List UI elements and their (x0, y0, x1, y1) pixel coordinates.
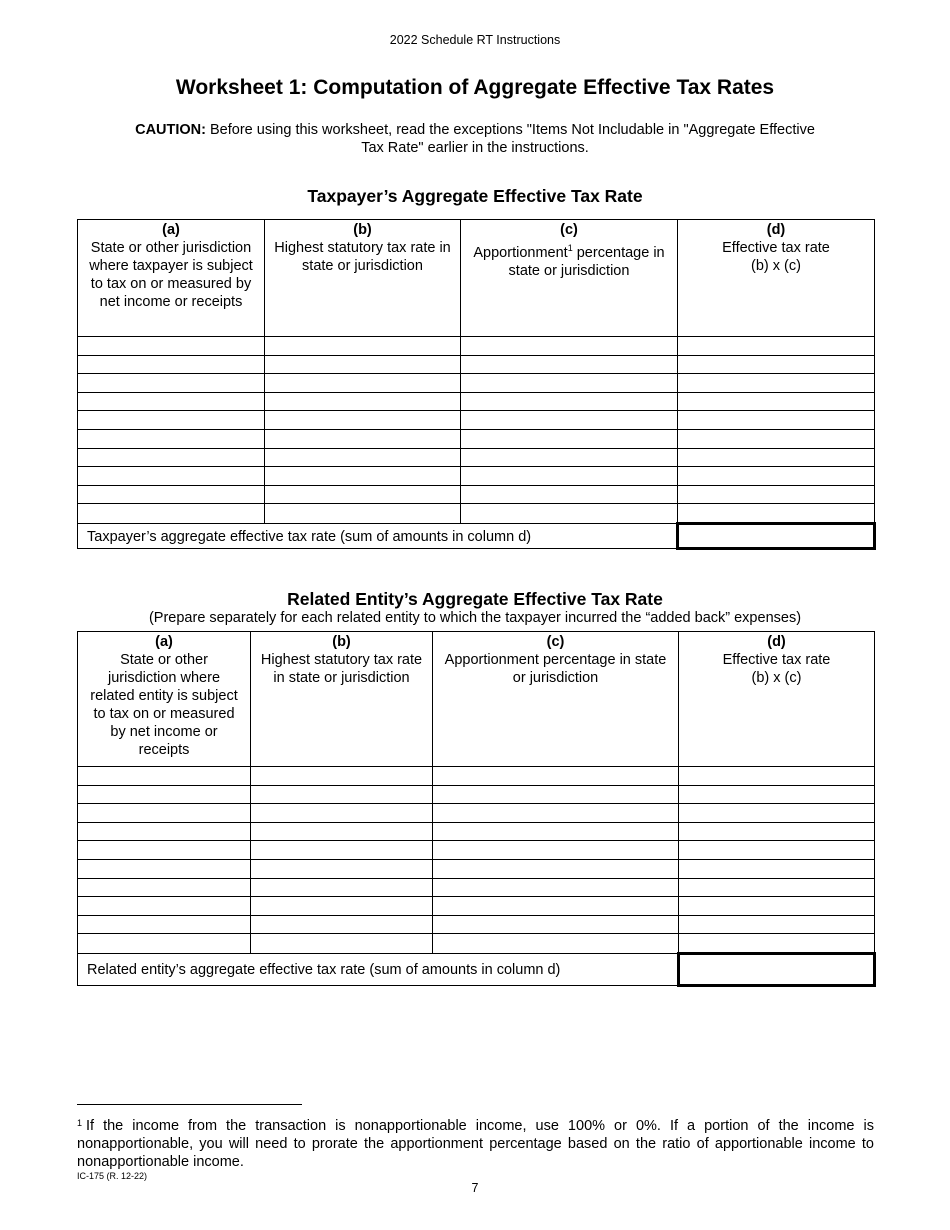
column-letter: (b) (353, 222, 372, 238)
cell-rate[interactable] (265, 448, 461, 467)
cell-rate[interactable] (265, 374, 461, 393)
cell-state[interactable] (78, 392, 265, 411)
caution-label: CAUTION: (135, 122, 206, 138)
cell-state[interactable] (78, 485, 265, 504)
cell-effective-rate[interactable] (679, 841, 875, 860)
cell-rate[interactable] (265, 392, 461, 411)
cell-apportionment[interactable] (461, 374, 678, 393)
table-header-row (78, 632, 875, 767)
total-row (78, 523, 875, 548)
cell-effective-rate[interactable] (679, 915, 875, 934)
cell-effective-rate[interactable] (678, 504, 875, 524)
cell-rate[interactable] (251, 934, 433, 954)
cell-apportionment[interactable] (433, 804, 679, 823)
cell-effective-rate[interactable] (678, 374, 875, 393)
caution-text: Before using this worksheet, read the exceptions "Items Not Includable in "Aggregate Effective Tax Rate" earlier in the instructions. (205, 122, 815, 156)
table-row (78, 485, 875, 504)
page-header: 2022 Schedule RT Instructions (389, 33, 561, 47)
cell-apportionment[interactable] (461, 448, 678, 467)
table-header-row (78, 220, 875, 337)
cell-apportionment[interactable] (433, 878, 679, 897)
cell-effective-rate[interactable] (678, 411, 875, 430)
table-row (78, 392, 875, 411)
cell-state[interactable] (78, 448, 265, 467)
table-row (78, 374, 875, 393)
page-title: Worksheet 1: Computation of Aggregate Effective Tax Rates (175, 76, 775, 99)
column-formula: (b) x (c) (751, 670, 802, 686)
cell-state[interactable] (78, 355, 265, 374)
cell-effective-rate[interactable] (679, 934, 875, 954)
column-letter: (d) (767, 634, 786, 650)
cell-effective-rate[interactable] (679, 878, 875, 897)
column-description: Effective tax rate (722, 652, 831, 668)
column-description: State or other jurisdiction where related entity is subject to tax on or measured by net income or receipts (90, 652, 238, 758)
table-row (78, 841, 875, 860)
cell-rate[interactable] (251, 785, 433, 804)
column-formula: (b) x (c) (751, 258, 801, 274)
table-row (78, 429, 875, 448)
total-label: Related entity’s aggregate effective tax rate (sum of amounts in column d) (78, 953, 679, 985)
column-letter: (c) (546, 634, 565, 650)
related-table-title: Related Entity’s Aggregate Effective Tax Rate (287, 589, 663, 609)
table-row (78, 915, 875, 934)
cell-rate[interactable] (251, 859, 433, 878)
cell-effective-rate[interactable] (679, 804, 875, 823)
cell-state[interactable] (78, 337, 265, 356)
cell-apportionment[interactable] (461, 411, 678, 430)
cell-apportionment[interactable] (461, 429, 678, 448)
cell-effective-rate[interactable] (678, 337, 875, 356)
table-row (78, 411, 875, 430)
table-row (78, 878, 875, 897)
table-row (78, 767, 875, 786)
table-row (78, 804, 875, 823)
cell-effective-rate[interactable] (679, 767, 875, 786)
cell-state[interactable] (78, 374, 265, 393)
table-row (78, 355, 875, 374)
cell-state[interactable] (78, 411, 265, 430)
table-row (78, 785, 875, 804)
form-id: IC-175 (R. 12-22) (77, 1171, 148, 1181)
cell-rate[interactable] (265, 411, 461, 430)
cell-apportionment[interactable] (433, 841, 679, 860)
column-description: Apportionment percentage in state or jurisdiction (444, 652, 667, 686)
column-description (473, 245, 664, 279)
cell-rate[interactable] (251, 804, 433, 823)
cell-effective-rate[interactable] (679, 897, 875, 916)
column-letter: (b) (332, 634, 351, 650)
cell-effective-rate[interactable] (678, 392, 875, 411)
cell-state[interactable] (78, 915, 251, 934)
cell-rate[interactable] (265, 355, 461, 374)
cell-effective-rate[interactable] (679, 822, 875, 841)
column-header-b (251, 632, 433, 767)
cell-rate[interactable] (251, 767, 433, 786)
cell-apportionment[interactable] (433, 767, 679, 786)
cell-apportionment[interactable] (461, 504, 678, 524)
cell-state[interactable] (78, 859, 251, 878)
table-row (78, 467, 875, 486)
column-description: Highest statutory tax rate in state or jurisdiction (260, 652, 423, 686)
footnote-text: If the income from the transaction is nonapportionable income, use 100% or 0%. If a portion of the income is nonapportionable, you will need to prorate the apportionment percentage based on the ratio of apportionable income to nonapportionable income. (77, 1118, 874, 1170)
column-letter: (d) (766, 222, 786, 238)
cell-rate[interactable] (265, 429, 461, 448)
cell-rate[interactable] (251, 915, 433, 934)
table-row (78, 859, 875, 878)
cell-effective-rate[interactable] (679, 785, 875, 804)
cell-rate[interactable] (265, 337, 461, 356)
cell-state[interactable] (78, 822, 251, 841)
cell-state[interactable] (78, 897, 251, 916)
cell-state[interactable] (78, 429, 265, 448)
cell-apportionment[interactable] (461, 485, 678, 504)
column-letter: (a) (155, 634, 173, 650)
cell-apportionment[interactable] (461, 355, 678, 374)
cell-effective-rate[interactable] (678, 467, 875, 486)
table-row (78, 822, 875, 841)
cell-rate[interactable] (251, 897, 433, 916)
column-header-a (78, 632, 251, 767)
cell-effective-rate[interactable] (678, 448, 875, 467)
footnote-marker: 1 (77, 1118, 83, 1128)
column-header-d (679, 632, 875, 767)
cell-rate[interactable] (265, 467, 461, 486)
column-header-b (265, 220, 461, 337)
total-amount-field[interactable] (679, 953, 875, 985)
column-description: Effective tax rate (722, 240, 830, 256)
column-header-c (433, 632, 679, 767)
cell-rate[interactable] (251, 822, 433, 841)
related-entity-rate-table (77, 631, 876, 987)
cell-apportionment[interactable] (433, 915, 679, 934)
cell-apportionment[interactable] (433, 859, 679, 878)
table-row (78, 504, 875, 524)
cell-apportionment[interactable] (433, 934, 679, 954)
cell-state[interactable] (78, 504, 265, 524)
column-description-part: Apportionment (473, 244, 568, 261)
cell-apportionment[interactable] (433, 822, 679, 841)
cell-rate[interactable] (265, 485, 461, 504)
cell-apportionment[interactable] (461, 467, 678, 486)
cell-state[interactable] (78, 785, 251, 804)
taxpayer-table-title: Taxpayer’s Aggregate Effective Tax Rate (307, 186, 643, 206)
column-description: Highest statutory tax rate in state or jurisdiction (274, 240, 451, 274)
cell-rate[interactable] (265, 504, 461, 524)
column-header-d (678, 220, 875, 337)
cell-apportionment[interactable] (433, 897, 679, 916)
cell-effective-rate[interactable] (679, 859, 875, 878)
cell-state[interactable] (78, 878, 251, 897)
table-row (78, 448, 875, 467)
caution-note (130, 121, 820, 157)
cell-state[interactable] (78, 841, 251, 860)
table-row (78, 934, 875, 954)
column-description-part: percentage in state or jurisdiction (508, 244, 665, 279)
cell-state[interactable] (78, 467, 265, 486)
total-label: Taxpayer’s aggregate effective tax rate (sum of amounts in column d) (78, 523, 678, 548)
page-number: 7 (471, 1181, 479, 1195)
cell-effective-rate[interactable] (678, 485, 875, 504)
related-table-subtitle: (Prepare separately for each related entity to which the taxpayer incurred the “added back” expenses) (148, 610, 802, 626)
cell-state[interactable] (78, 804, 251, 823)
table-row (78, 337, 875, 356)
column-letter: (a) (162, 222, 180, 238)
column-header-a (78, 220, 265, 337)
cell-rate[interactable] (251, 841, 433, 860)
total-row (78, 953, 875, 985)
cell-effective-rate[interactable] (678, 429, 875, 448)
cell-apportionment[interactable] (433, 785, 679, 804)
footnote-ref: 1 (567, 243, 573, 253)
cell-state[interactable] (78, 934, 251, 954)
column-header-c (461, 220, 678, 337)
total-amount-field[interactable] (678, 523, 875, 548)
column-description: State or other jurisdiction where taxpayer is subject to tax on or measured by net income or receipts (89, 240, 253, 310)
cell-apportionment[interactable] (461, 337, 678, 356)
table-row (78, 897, 875, 916)
cell-rate[interactable] (251, 878, 433, 897)
cell-effective-rate[interactable] (678, 355, 875, 374)
taxpayer-rate-table (77, 219, 876, 550)
footnote (77, 1114, 874, 1171)
footnote-divider (77, 1104, 302, 1105)
column-letter: (c) (560, 222, 578, 238)
cell-apportionment[interactable] (461, 392, 678, 411)
cell-state[interactable] (78, 767, 251, 786)
